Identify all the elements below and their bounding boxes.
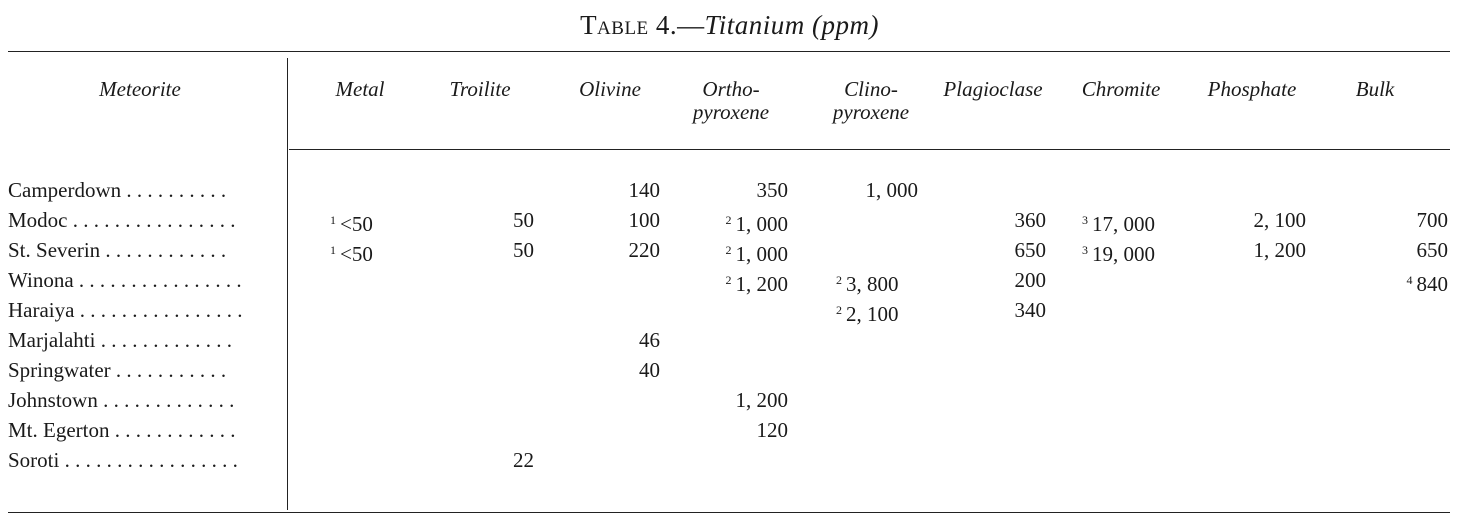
cell-orthopyroxene: 350 — [756, 178, 788, 202]
cell-plagioclase: 650 — [1014, 238, 1046, 262]
cell-metal — [330, 205, 430, 239]
row-name-soroti: Soroti . . . . . . . . . . . . . . . . . — [8, 448, 238, 472]
footnote-marker: 4 — [1406, 273, 1413, 287]
row-name-modoc: Modoc . . . . . . . . . . . . . . . . — [8, 208, 236, 232]
header-troilite: Troilite — [449, 77, 511, 101]
cell-chromite-value: 17, 000 — [1092, 212, 1155, 236]
footnote-marker: 1 — [330, 243, 336, 257]
header-phosphate: Phosphate — [1207, 77, 1297, 101]
bottom-rule — [8, 512, 1450, 513]
row-name-johnstown: Johnstown . . . . . . . . . . . . . — [8, 388, 235, 412]
cell-chromite — [1082, 205, 1192, 239]
cell-orthopyroxene — [676, 265, 788, 299]
header-meteorite: Meteorite — [99, 77, 181, 101]
footnote-marker: 2 — [836, 303, 842, 317]
cell-clinopyroxene: 1, 000 — [865, 178, 918, 202]
title-dash: — — [677, 10, 705, 40]
cell-troilite: 50 — [513, 238, 534, 262]
header-plagioclase: Plagioclase — [943, 77, 1043, 101]
footnote-marker: 2 — [725, 213, 732, 227]
header-orthopyroxene-line2: pyroxene — [692, 100, 770, 124]
cell-metal-value: <50 — [340, 212, 373, 236]
cell-troilite: 22 — [513, 448, 534, 472]
header-metal: Metal — [335, 77, 385, 101]
footnote-marker: 1 — [330, 213, 336, 227]
cell-phosphate: 2, 100 — [1253, 208, 1306, 232]
cell-olivine: 100 — [628, 208, 660, 232]
cell-clinopyroxene-value: 2, 100 — [846, 302, 899, 326]
cell-chromite — [1082, 235, 1192, 269]
cell-olivine: 140 — [628, 178, 660, 202]
cell-orthopyroxene-value: 1, 000 — [735, 212, 788, 236]
cell-metal-value: <50 — [340, 242, 373, 266]
cell-metal — [330, 235, 430, 269]
table-number: Table 4. — [580, 10, 678, 40]
cell-bulk: 700 — [1416, 208, 1448, 232]
cell-olivine: 46 — [639, 328, 660, 352]
cell-plagioclase: 360 — [1014, 208, 1046, 232]
header-rule — [289, 149, 1450, 150]
cell-plagioclase: 200 — [1014, 268, 1046, 292]
table-title — [0, 10, 1459, 41]
column-divider — [287, 58, 288, 510]
header-olivine: Olivine — [579, 77, 641, 101]
cell-bulk — [1330, 265, 1448, 299]
header-bulk: Bulk — [1355, 77, 1395, 101]
row-name-mt-egerton: Mt. Egerton . . . . . . . . . . . . — [8, 418, 236, 442]
footnote-marker: 3 — [1082, 213, 1088, 227]
cell-bulk-value: 840 — [1416, 272, 1448, 296]
cell-plagioclase: 340 — [1014, 298, 1046, 322]
cell-orthopyroxene: 120 — [756, 418, 788, 442]
header-clinopyroxene-line1: Clino- — [844, 77, 898, 101]
cell-orthopyroxene — [676, 235, 788, 269]
row-name-camperdown: Camperdown . . . . . . . . . . — [8, 178, 227, 202]
cell-troilite: 50 — [513, 208, 534, 232]
header-clinopyroxene-line2: pyroxene — [832, 100, 910, 124]
cell-chromite-value: 19, 000 — [1092, 242, 1155, 266]
header-orthopyroxene — [676, 78, 786, 124]
row-name-st-severin: St. Severin . . . . . . . . . . . . — [8, 238, 227, 262]
cell-phosphate: 1, 200 — [1253, 238, 1306, 262]
footnote-marker: 2 — [725, 273, 732, 287]
row-name-haraiya: Haraiya . . . . . . . . . . . . . . . . — [8, 298, 243, 322]
cell-olivine: 40 — [639, 358, 660, 382]
row-name-winona: Winona . . . . . . . . . . . . . . . . — [8, 268, 242, 292]
header-orthopyroxene-line1: Ortho- — [702, 77, 760, 101]
cell-orthopyroxene-value: 1, 000 — [735, 242, 788, 266]
cell-orthopyroxene: 1, 200 — [735, 388, 788, 412]
footnote-marker: 3 — [1082, 243, 1088, 257]
table-subject: Titanium (ppm) — [704, 10, 879, 40]
cell-olivine: 220 — [628, 238, 660, 262]
top-rule — [8, 51, 1450, 52]
row-name-springwater: Springwater . . . . . . . . . . . — [8, 358, 227, 382]
cell-bulk: 650 — [1416, 238, 1448, 262]
cell-clinopyroxene-value: 3, 800 — [846, 272, 899, 296]
row-name-marjalahti: Marjalahti . . . . . . . . . . . . . — [8, 328, 232, 352]
footnote-marker: 2 — [725, 243, 732, 257]
footnote-marker: 2 — [836, 273, 842, 287]
header-clinopyroxene — [816, 78, 926, 124]
cell-orthopyroxene — [676, 205, 788, 239]
header-chromite: Chromite — [1081, 77, 1161, 101]
cell-orthopyroxene-value: 1, 200 — [735, 272, 788, 296]
